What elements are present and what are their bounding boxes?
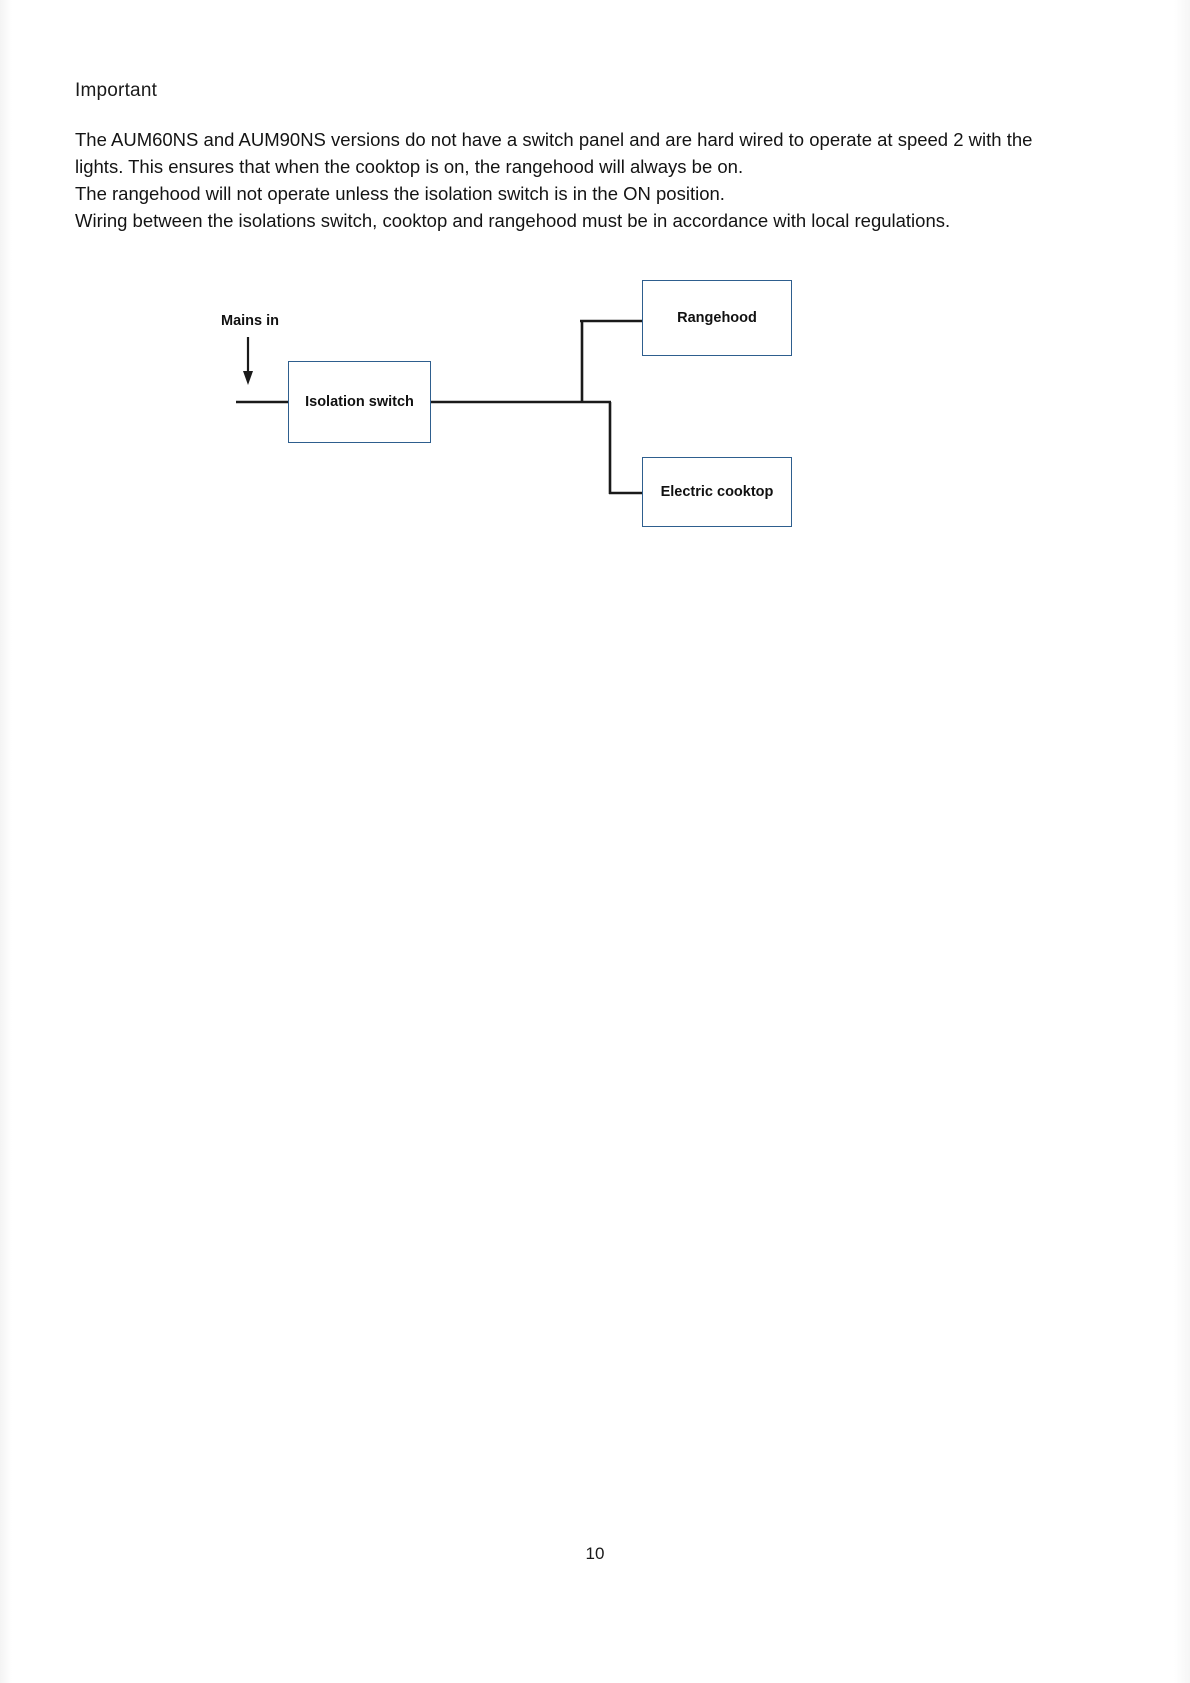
node-label-rangehood: Rangehood (677, 310, 757, 326)
diagram-node-isolation-switch (288, 361, 431, 443)
node-label-isolation-switch: Isolation switch (305, 394, 414, 410)
page-number: 10 (585, 1544, 605, 1563)
paragraph-1: The AUM60NS and AUM90NS versions do not have a switch panel and are hard wired to operate at speed 2 with the lights. This ensures that when the cooktop is on, the rangehood will always be on. (75, 129, 1033, 177)
wiring-lines (0, 255, 1190, 565)
scan-edge-left (0, 0, 12, 1683)
section-title: Important (75, 80, 158, 101)
node-label-electric-cooktop: Electric cooktop (660, 484, 774, 500)
paragraph-2: The rangehood will not operate unless the isolation switch is in the ON position. (75, 183, 725, 204)
scan-edge-right (1174, 0, 1190, 1683)
diagram-node-rangehood (642, 280, 792, 356)
paragraph-3: Wiring between the isolations switch, cooktop and rangehood must be in accordance with local regulations. (75, 210, 951, 231)
diagram-node-electric-cooktop (642, 457, 792, 527)
mains-in-label: Mains in (221, 313, 280, 329)
wiring-diagram (0, 255, 1190, 565)
body-text-block (75, 126, 1060, 234)
